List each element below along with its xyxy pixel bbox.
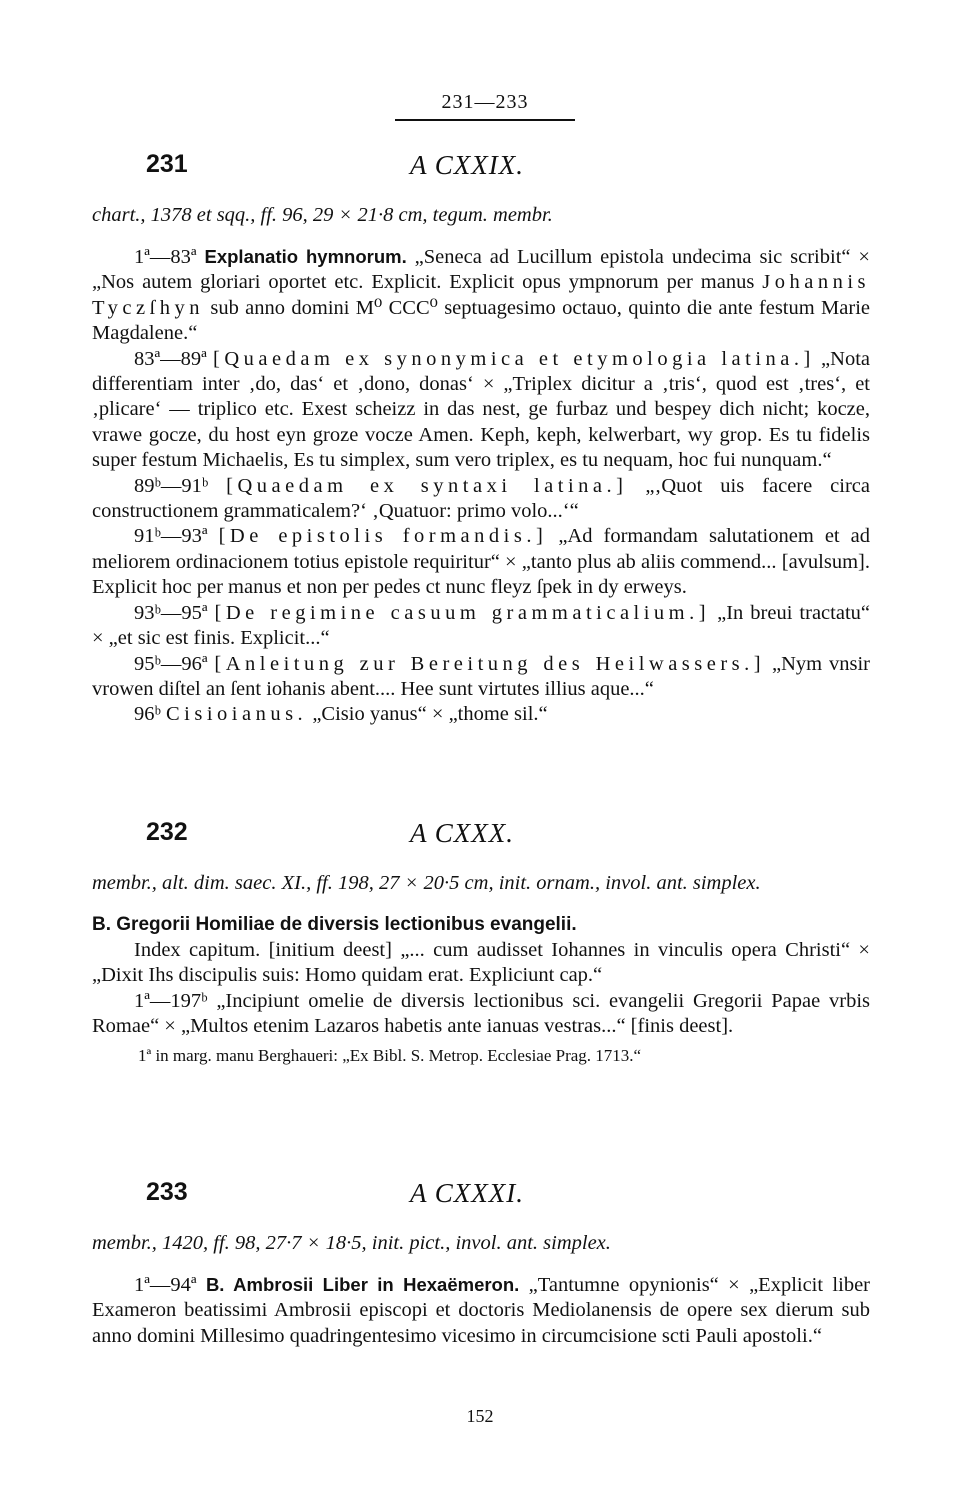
colophon-text: sub anno domini M⁰ CCC⁰ septuagesimo octauo, quinto die ante festum Marie Magdalene.“ [92, 296, 870, 345]
work-title-spaced: [Quaedam ex synonymica et etymologia latina.] [213, 347, 815, 370]
running-head-rule [395, 119, 575, 121]
content-item [92, 1272, 870, 1349]
scribe-name: Johannis Tyczſhyn [92, 271, 870, 319]
content-item [92, 989, 870, 1040]
work-title-spaced: [De epistolis formandis.] [218, 525, 548, 548]
shelf-signature: A CXXX. [410, 818, 514, 848]
entry-232 [92, 818, 870, 1068]
work-title: B. Ambrosii Liber in Hexaëmeron. [205, 1274, 520, 1295]
content-item [92, 652, 870, 703]
folio-locator: 1ª—94ª [134, 1274, 197, 1296]
page-number: 152 [466, 1406, 494, 1426]
incipit-explicit: Index capitum. [initium deest] „... cum audisset Iohannes in vinculis opera Christi“ × „Dixit Ihs discipulis suis: Homo quidam erat. Expliciunt cap.“ [92, 939, 870, 987]
incipit-explicit: „Incipiunt omelie de diversis lectionibus sci. evangelii Gregorii Papae vrbis Romae“ × „Multos etenim Lazaros habetis ante ianuas vestras...“ [finis deest]. [92, 989, 870, 1038]
entry-number: 231 [146, 150, 188, 178]
folio-locator: 93ᵇ—95ª [134, 601, 208, 624]
incipit-explicit: „‚Quot uis facere circa constructionem grammaticalem?‘ ‚Quatuor: primo volo...‘“ [92, 474, 871, 523]
content-item [92, 524, 870, 600]
work-title-spaced: [Quaedam ex syntaxi latina.] [226, 474, 628, 497]
work-title: Explanatio hymnorum. [204, 246, 407, 267]
incipit-explicit: „In breui tractatu“ × „et sic est finis. Explicit...“ [92, 601, 870, 650]
folio-locator: 1ª—83ª [134, 246, 197, 268]
entry-233 [92, 1178, 870, 1349]
physical-description: membr., 1420, ff. 98, 27·7 × 18·5, init. pict., invol. ant. simplex. [92, 1232, 611, 1254]
physical-description: membr., alt. dim. saec. XI., ff. 198, 27 × 20·5 cm, init. ornam., invol. ant. simplex. [92, 872, 761, 894]
shelf-signature: A CXXIX. [410, 150, 524, 180]
entry-231 [92, 150, 870, 728]
physical-description: chart., 1378 et sqq., ff. 96, 29 × 21·8 cm, tegum. membr. [92, 204, 553, 226]
entry-number: 233 [146, 1178, 188, 1206]
content-item [92, 474, 870, 525]
folio-locator: 96ᵇ [134, 703, 161, 726]
work-title-spaced: Cisioianus. [165, 703, 308, 726]
incipit-explicit: „Ad formandam salutationem et ad meliorem ordinacionem totius epistole requiritur“ × „tanto plus ab aliis commend... [avulsum]. Explicit hoc per manus et non per pedes ct nunc fleyz ſpek in dy erweys. [92, 525, 871, 599]
incipit-explicit: „Cisio yanus“ × „thome sil.“ [307, 703, 548, 726]
entry-heading [92, 1178, 870, 1218]
entry-heading [92, 150, 870, 190]
folio-locator: 95ᵇ—96ª [134, 652, 208, 675]
content-item [92, 347, 870, 474]
running-head: 231—233 [441, 91, 529, 113]
work-title: B. Gregorii Homiliae de diversis lectionibus evangelii. [92, 914, 577, 935]
folio-locator: 91ᵇ—93ª [134, 525, 208, 548]
folio-locator: 89ᵇ—91ᵇ [134, 474, 209, 497]
incipit-explicit: „Tantumne opynionis“ × „Explicit liber Exameron beatissimi Ambrosii episcopi et doctoris Mediolanensis de opere sex dierum sub anno domini Millesimo quadringentesimo vicesimo in circumcisione scti Pauli apostoli.“ [92, 1274, 871, 1347]
work-title-spaced: [Anleitung zur Bereitung des Heilwassers.] [214, 652, 766, 675]
content-item [92, 244, 870, 347]
content-item [92, 601, 870, 652]
marginal-note: 1ª in marg. manu Berghaueri: „Ex Bibl. S. Metrop. Ecclesiae Prag. 1713.“ [138, 1045, 642, 1065]
shelf-signature: A CXXXI. [410, 1178, 524, 1208]
folio-locator: 1ª—197ᵇ [134, 989, 208, 1012]
incipit-explicit: „Nota differentiam inter ‚do, das‘ et ‚dono, donas‘ × „Triplex dicitur a ‚tris‘, quod est ‚tres‘, et ‚plicare‘ — triplico etc. Exest scheizz in das nest, ge furbaz und bespey dich nicht; kocze, vrawe gocze, du host eyn groze vocze Amen. Keph, keph, kelwerbart, wy grop. Es tu fidelis super festum Michaelis, Es tu simplex, sum vero triplex, es tu nequam, hoc fui nunquam.“ [92, 347, 870, 472]
incipit-explicit: „Seneca ad Lucillum epistola undecima sic scribit“ × „Nos autem gloriari oportet etc. Explicit. Explicit opus ympnorum per manus [92, 246, 870, 294]
work-title-spaced: [De regimine casuum grammaticalium.] [214, 601, 711, 624]
content-item [92, 938, 870, 989]
entry-number: 232 [146, 818, 188, 846]
folio-locator: 83ª—89ª [134, 347, 207, 370]
incipit-explicit: „Nym vnsir vrowen diſtel an ſent iohanis abent.... Hee sunt virtutes illius aque...“ [92, 652, 870, 700]
content-item [92, 702, 870, 727]
entry-heading [92, 818, 870, 858]
